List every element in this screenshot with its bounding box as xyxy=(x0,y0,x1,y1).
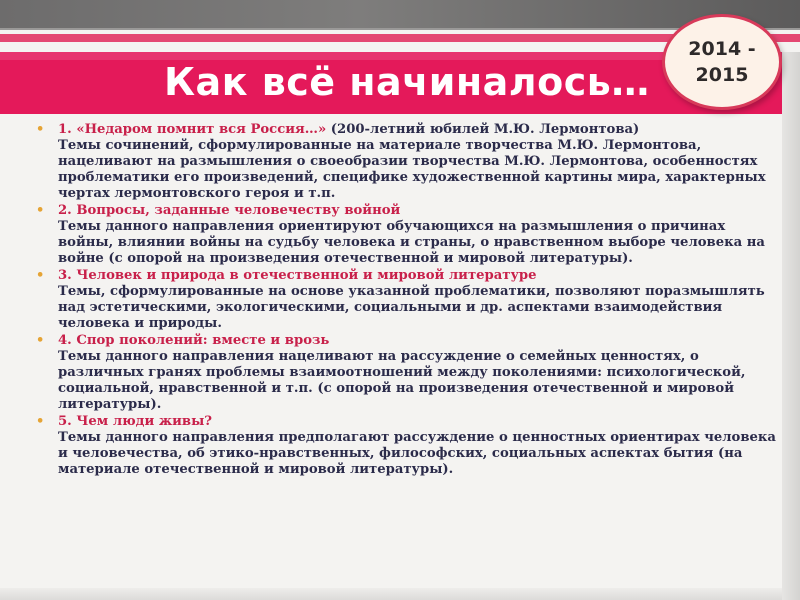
list-item xyxy=(36,122,776,202)
topic-heading: 1. «Недаром помнит вся Россия…» xyxy=(58,122,327,137)
topic-heading: 2. Вопросы, заданные человечеству войной xyxy=(58,203,401,218)
topic-heading-tail: (200-летний юбилей М.Ю. Лермонтова) xyxy=(326,122,640,137)
list-item xyxy=(36,203,776,267)
bullet-icon: • xyxy=(36,268,45,283)
slide-title: Как всё начиналось… xyxy=(164,60,650,104)
year-badge xyxy=(662,14,782,110)
year-badge-text: 2014 - 2015 xyxy=(688,38,756,86)
bullet-icon: • xyxy=(36,122,45,137)
bottom-edge-decor xyxy=(0,588,782,600)
bullet-icon: • xyxy=(36,414,45,429)
topic-description: Темы данного направления нацеливают на рассуждение о семейных ценностях, о различных гранях проблемы взаимоотношений между поколениями: психологической, социальной, нравственной и т.п. (с опорой на произведения отечественной и мировой литературы). xyxy=(58,349,746,412)
topic-description: Темы, сформулированные на основе указанной проблематики, позволяют поразмышлять над эстетическими, экологическими, социальными и др. аспектами взаимодействия человека и природы. xyxy=(58,284,765,331)
topic-description: Темы данного направления предполагают рассуждение о ценностных ориентирах человека и человечества, об этико-нравственных, философских, социальных аспектах бытия (на материале отечественной и мировой литературы). xyxy=(58,430,776,477)
topic-description: Темы данного направления ориентируют обучающихся на размышления о причинах войны, влиянии войны на судьбу человека и страны, о нравственном выборе человека на войне (с опорой на произведения отечественной и мировой литературы). xyxy=(58,219,765,266)
list-item xyxy=(36,268,776,332)
bullet-icon: • xyxy=(36,203,45,218)
topic-description: Темы сочинений, сформулированные на материале творчества М.Ю. Лермонтова, нацеливают на размышления о своеобразии творчества М.Ю. Лермонтова, особенностях проблематики его произведений, специфике художественной картины мира, характерных чертах лермонтовского героя и т.п. xyxy=(58,138,766,201)
topic-heading: 5. Чем люди живы? xyxy=(58,414,213,429)
list-item xyxy=(36,414,776,478)
bullet-icon: • xyxy=(36,333,45,348)
right-edge-decor xyxy=(782,52,800,600)
topic-heading: 3. Человек и природа в отечественной и мировой литературе xyxy=(58,268,537,283)
topics-list xyxy=(36,122,776,479)
list-item xyxy=(36,333,776,413)
top-decor-band xyxy=(0,0,800,28)
topic-heading: 4. Спор поколений: вместе и врозь xyxy=(58,333,330,348)
